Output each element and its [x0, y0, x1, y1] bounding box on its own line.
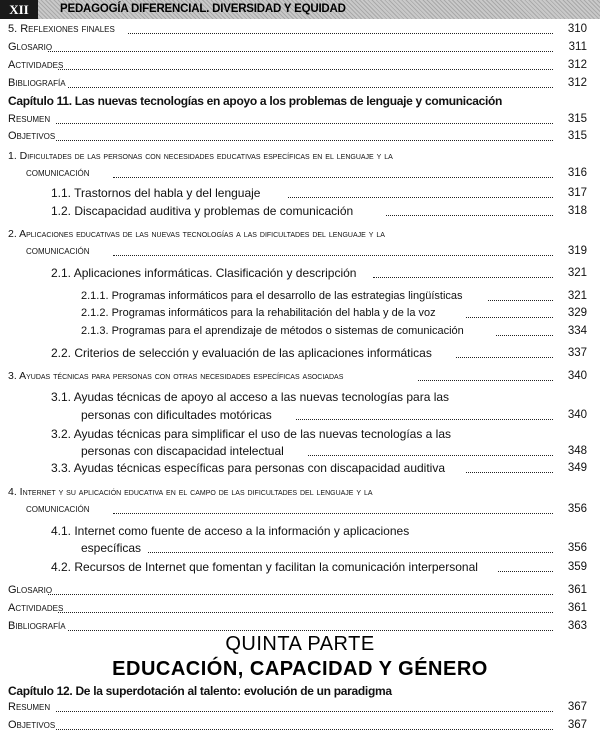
toc-label: 3.3. Ayudas técnicas específicas para personas con discapacidad auditiva — [51, 461, 446, 475]
dot-leader — [466, 472, 553, 473]
toc-label: 3. Ayudas técnicas para personas con otras necesidades específicas asociadas — [8, 370, 344, 382]
dot-leader — [56, 711, 553, 712]
toc-label: Glosario — [8, 41, 53, 53]
dot-leader — [418, 380, 553, 381]
toc-page: 316 — [553, 166, 587, 181]
dot-leader — [58, 612, 553, 613]
toc-label: 1. Dificultades de las personas con necesidades educativas específicas en el lenguaje y la — [8, 150, 393, 162]
toc-label: 2. Aplicaciones educativas de las nuevas tecnologías a las dificultades del lenguaje y la — [8, 228, 385, 240]
dot-leader — [288, 197, 553, 198]
toc-page: 337 — [553, 346, 587, 361]
toc-page: 349 — [553, 461, 587, 476]
chapter-title: Capítulo 11. Las nuevas tecnologías en apoyo a los problemas de lenguaje y comunicación — [8, 94, 503, 108]
dot-leader — [466, 317, 553, 318]
dot-leader — [386, 215, 553, 216]
dot-leader — [113, 177, 553, 178]
header-page-number: XII — [0, 0, 38, 19]
toc-page: 318 — [553, 204, 587, 219]
dot-leader — [56, 729, 553, 730]
toc-page: 334 — [553, 324, 587, 339]
toc-label: 2.1.3. Programas para el aprendizaje de métodos o sistemas de comunicación — [81, 325, 464, 337]
toc-page: 317 — [553, 186, 587, 201]
dot-leader — [113, 255, 553, 256]
toc-label: comunicación — [26, 245, 90, 257]
dot-leader — [148, 552, 553, 553]
toc-page: 315 — [553, 129, 587, 144]
toc-label: 2.2. Criterios de selección y evaluación de las aplicaciones informáticas — [51, 346, 432, 360]
toc-label: específicas — [81, 541, 142, 555]
dot-leader — [113, 513, 553, 514]
toc-label: 2.1. Aplicaciones informáticas. Clasificación y descripción — [51, 266, 357, 280]
toc-page: 361 — [553, 601, 587, 616]
part-label: QUINTA PARTE — [225, 633, 375, 655]
part-title: EDUCACIÓN, CAPACIDAD Y GÉNERO — [112, 658, 488, 680]
toc-label: Resumen — [8, 113, 51, 125]
toc-label: personas con dificultades motóricas — [81, 408, 272, 422]
toc-page: 367 — [553, 700, 587, 715]
dot-leader — [308, 455, 553, 456]
toc-page: 321 — [553, 289, 587, 304]
toc-page: 319 — [553, 244, 587, 259]
toc-page: 312 — [553, 76, 587, 91]
toc-label: 2.1.2. Programas informáticos para la rehabilitación del habla y de la voz — [81, 307, 436, 319]
dot-leader — [56, 140, 553, 141]
toc-page: 310 — [553, 22, 587, 37]
toc-page: 315 — [553, 112, 587, 127]
toc-page: 361 — [553, 583, 587, 598]
toc-page: 367 — [553, 718, 587, 733]
toc-label: 5. Reflexiones finales — [8, 23, 115, 35]
dot-leader — [48, 51, 553, 52]
dot-leader — [128, 33, 553, 34]
toc-page: 356 — [553, 502, 587, 517]
toc-label: 4. Internet y su aplicación educativa en el campo de las dificultades del lenguaje y la — [8, 486, 373, 498]
chapter-title: Capítulo 12. De la superdotación al talento: evolución de un paradigma — [8, 684, 392, 698]
dot-leader — [498, 571, 553, 572]
toc-label: Resumen — [8, 701, 51, 713]
toc-page: 359 — [553, 560, 587, 575]
toc-page: 312 — [553, 58, 587, 73]
dot-leader — [58, 69, 553, 70]
toc-label: 1.1. Trastornos del habla y del lenguaje — [51, 186, 261, 200]
toc-label: 4.1. Internet como fuente de acceso a la información y aplicaciones — [51, 524, 410, 538]
toc-page: 340 — [553, 408, 587, 423]
dot-leader — [48, 594, 553, 595]
toc-page: 363 — [553, 619, 587, 634]
dot-leader — [296, 419, 553, 420]
toc-label: personas con discapacidad intelectual — [81, 444, 284, 458]
toc-label: Objetivos — [8, 130, 56, 142]
toc-label: comunicación — [26, 503, 90, 515]
toc-label: Bibliografía — [8, 77, 66, 89]
toc-label: Actividades — [8, 59, 64, 71]
toc-page: 356 — [553, 541, 587, 556]
toc-label: Actividades — [8, 602, 64, 614]
toc-label: comunicación — [26, 167, 90, 179]
dot-leader — [496, 335, 553, 336]
toc-page: 348 — [553, 444, 587, 459]
toc-label: Objetivos — [8, 719, 56, 731]
toc-label: 2.1.1. Programas informáticos para el desarrollo de las estrategias lingüísticas — [81, 290, 463, 302]
toc-label: 3.2. Ayudas técnicas para simplificar el uso de las nuevas tecnologías a las — [51, 427, 452, 441]
dot-leader — [68, 630, 553, 631]
toc-label: Glosario — [8, 584, 53, 596]
toc-label: Bibliografía — [8, 620, 66, 632]
toc-label: 3.1. Ayudas técnicas de apoyo al acceso a las nuevas tecnologías para las — [51, 390, 450, 404]
toc-page: 321 — [553, 266, 587, 281]
dot-leader — [68, 87, 553, 88]
toc-page: 311 — [553, 40, 587, 55]
dot-leader — [373, 277, 553, 278]
running-header — [0, 0, 600, 19]
dot-leader — [488, 300, 553, 301]
toc-page: 340 — [553, 369, 587, 384]
toc-page: 329 — [553, 306, 587, 321]
dot-leader — [56, 123, 553, 124]
header-title: PEDAGOGÍA DIFERENCIAL. DIVERSIDAD Y EQUIDAD — [60, 3, 346, 15]
toc-label: 1.2. Discapacidad auditiva y problemas de comunicación — [51, 204, 354, 218]
toc-label: 4.2. Recursos de Internet que fomentan y facilitan la comunicación interpersonal — [51, 560, 478, 574]
dot-leader — [456, 357, 553, 358]
